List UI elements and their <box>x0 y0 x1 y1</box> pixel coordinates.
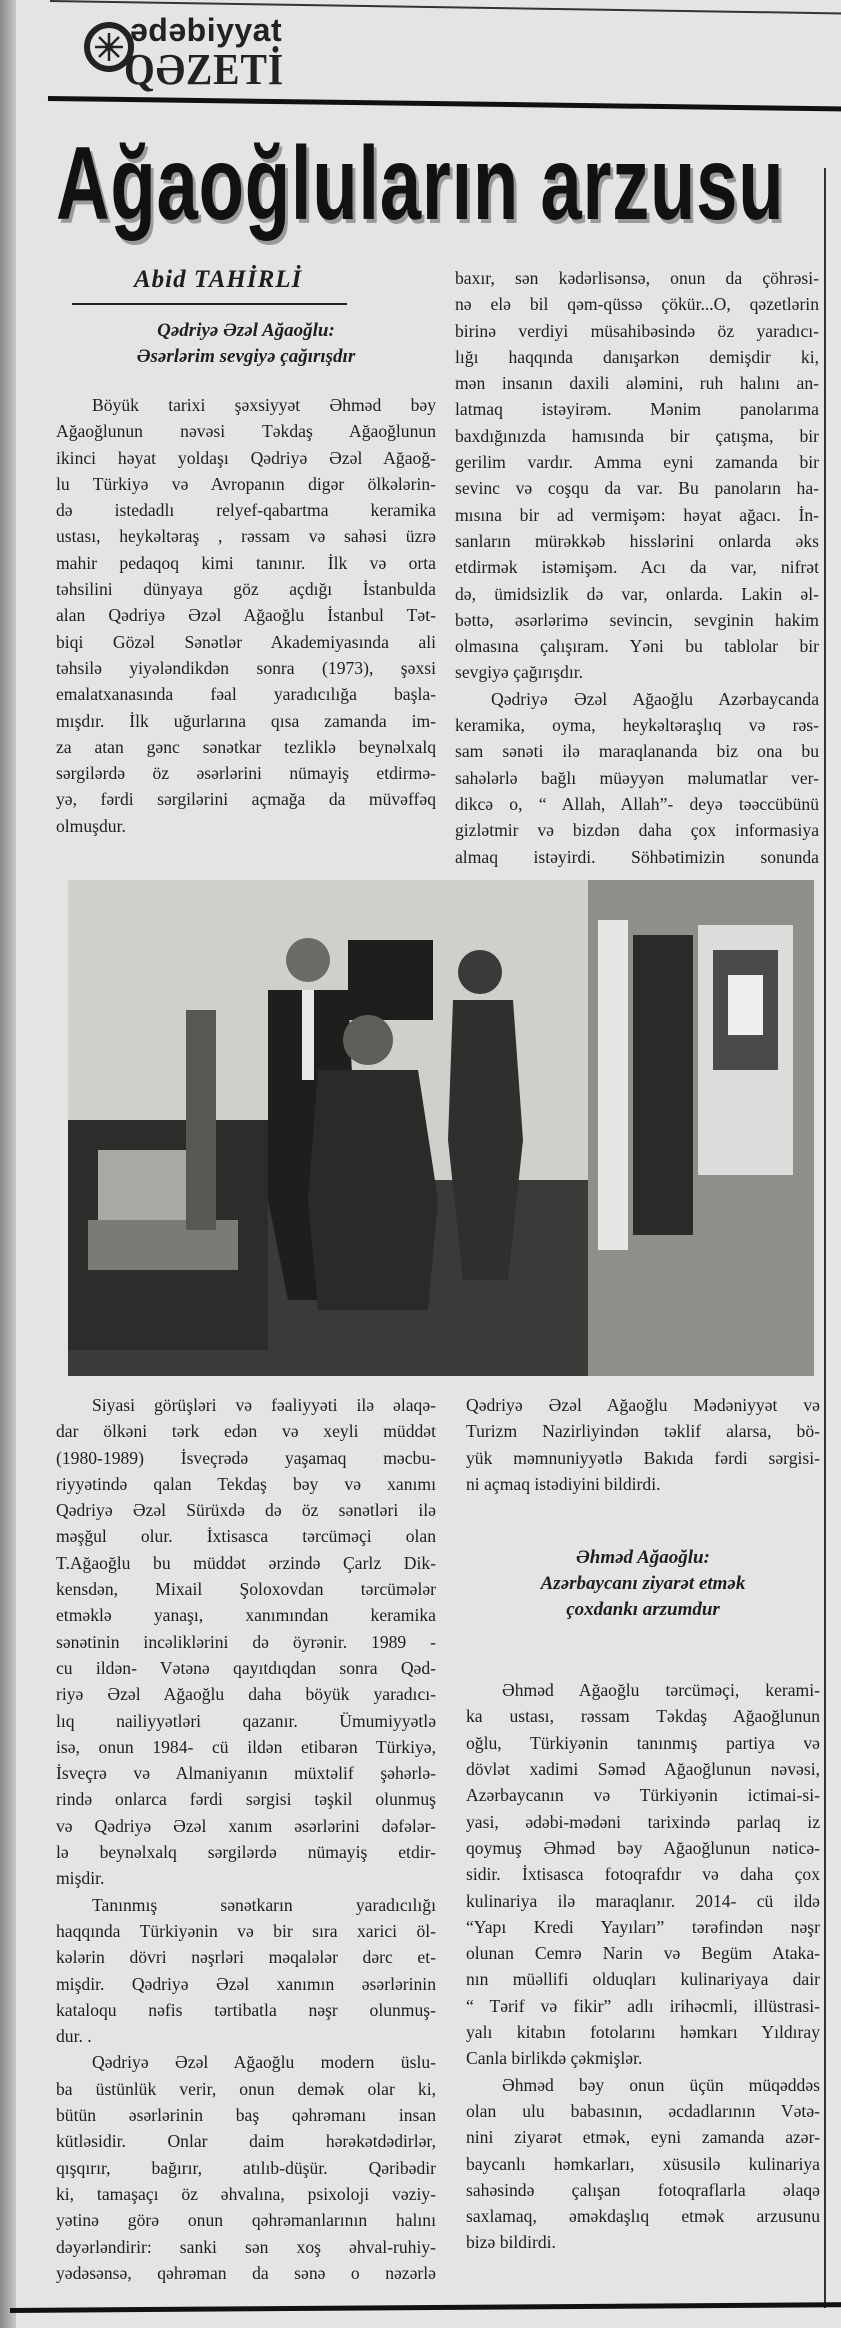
text-line: Əhməd Ağaoğlu tərcüməçi, kerami- <box>502 1680 820 1701</box>
text-line: Turizm Nazirliyindən təklif alarsa, bö- <box>466 1421 820 1442</box>
text-line: ki, tamaşaçı öz əhvalına, psixoloji vəziy- <box>56 2183 436 2204</box>
text-line: oğlu, Türkiyənin tanınmış partiya və <box>466 1732 820 1753</box>
text-line: qoymuş Əhməd bəy Ağaoğlunun nəticə- <box>466 1837 820 1858</box>
text-line: yalı kitabın fotolarını həmkarı Yıldıray <box>466 2022 820 2043</box>
text-line: kələrin dövri nəşrləri məqalələr dərc et- <box>56 1947 436 1968</box>
text-line: və Qədriyə Əzəl xanım əsərlərini dəfələr- <box>56 1815 436 1836</box>
subheading-line: Qədriyə Əzəl Ağaoğlu: <box>157 320 335 341</box>
text-line: mahir pedaqoq kimi tanınır. İlk və orta <box>56 552 436 573</box>
text-line: Qədriyə Əzəl Ağaoğlu modern üslu- <box>92 2052 436 2073</box>
text-line: də, ümidsizlik də var, onlarda. Lakin əl- <box>455 583 819 604</box>
text-line: də istedadlı relyef-qabartma keramika <box>56 500 436 521</box>
text-line: olmuşdur. <box>56 815 126 836</box>
author-byline: Abid TAHİRLİ <box>134 266 303 293</box>
subheading-line: çoxdankı arzumdur <box>566 1599 720 1621</box>
text-line: sidir. İxtisasca fotoqrafdır və daha çox <box>466 1864 820 1885</box>
text-line: baycanlı həmkarları, xüsusilə kulinariya <box>466 2153 820 2174</box>
text-line: kensdən, Mixail Şoloxovdan tərcümələr <box>56 1579 436 1600</box>
text-line: gizlətmir və bizdən daha çox informasiya <box>455 820 819 841</box>
text-line: təhsilini dünyaya göz açdığı İstanbulda <box>56 579 436 600</box>
text-line: Tanınmış sənətkarın yaradıcılığı <box>92 1894 436 1915</box>
text-line: sanların mürəkkəb hisslərini onlarda əks <box>455 530 819 551</box>
text-line: sərgilərdə öz əsərlərini nümayiş etdirmə- <box>56 763 436 784</box>
byline-rule <box>72 303 347 305</box>
text-line: olunan Cemrə Narin və Begüm Ataka- <box>466 1943 820 1964</box>
text-line: ni açmaq istədiyini bildirdi. <box>466 1473 661 1494</box>
text-line: mısına bir ad vermişəm: həyat ağacı. İn- <box>455 504 819 525</box>
text-line: keramika, oyma, heykəltəraşlıq və rəs- <box>455 715 819 736</box>
paragraph <box>56 1892 436 2050</box>
text-line: lə beynəlxalq sərgilərdə nümayiş etdir- <box>56 1842 436 1863</box>
text-line: nın müəllifi olduqları kulinariyaya dair <box>466 1969 820 1990</box>
text-line: bütün əsərlərinin baş qəhrəmanı insan <box>56 2105 436 2126</box>
text-line: yasi, ədəbi-mədəni tarixində parlaq iz <box>466 1811 820 1832</box>
text-line: baxır, sən kədərlisənsə, onun da çöhrəsi- <box>455 268 819 288</box>
subheading-line: Azərbaycanı ziyarət etmək <box>540 1573 746 1595</box>
text-line: dur. . <box>56 2026 92 2047</box>
text-line: nini ziyarət etmək, eyni zamanda azər- <box>466 2127 820 2148</box>
text-line: sevinc və coşqu da var. Bu panoların ha- <box>455 478 819 499</box>
text-line: T.Ağaoğlu bu müddət ərzində Çarlz Dik- <box>56 1552 436 1573</box>
text-line: gerilim vardır. Amma eyni zamanda bir <box>455 452 819 473</box>
spacer <box>466 1497 820 1545</box>
text-line: bizə bildirdi. <box>466 2232 556 2253</box>
text-line: ikinci həyat yoldaşı Qədriyə Əzəl Ağaoğ- <box>56 447 436 468</box>
text-line: olmasına çalışıram. Yəni bu tablolar bir <box>455 636 819 657</box>
subheading <box>466 1545 820 1623</box>
text-line: saxlamaq, əməkdaşlıq etmək arzusunu <box>466 2206 820 2227</box>
column-bottom-right <box>466 1392 820 2256</box>
newspaper-logo <box>82 12 342 92</box>
text-line: Böyük tarixi şəxsiyyət Əhməd bəy <box>92 395 436 415</box>
column-top-left <box>56 318 436 839</box>
text-line: mışdır. İlk uğurlarına qısa zamanda im- <box>56 710 436 731</box>
column-border <box>824 168 826 2308</box>
text-line: “ Tərif və fikir” adlı irihəcmli, illüstrasi- <box>466 1995 820 2016</box>
text-line: Əhməd bəy onun üçün müqəddəs <box>502 2074 820 2095</box>
paragraph <box>56 392 436 839</box>
text-line: cu ildən- Vətənə qayıtdıqdan sonra Qəd- <box>56 1657 436 1678</box>
text-line: yə, fərdi sərgilərini açmağa da müvəffəq <box>56 789 436 810</box>
text-line: Ağaoğlunun nəvəsi Təkdaş Ağaoğlunun <box>56 421 436 442</box>
text-line: riyə Əzəl Ağaoğlu daha böyük yaradıcı- <box>56 1684 436 1705</box>
logo-line-2: QƏZETİ <box>124 45 285 94</box>
text-line: riyyətində qalan Tekdaş bəy və xanımı <box>56 1473 436 1494</box>
text-line: mən insanın daxili aləmini, ruh halını an- <box>455 373 819 394</box>
logo-line-1: ədəbiyyat <box>130 12 283 48</box>
text-line: rində onlarca fərdi sərgisi təşkil olunmuş <box>56 1789 436 1810</box>
text-line: alan Qədriyə Əzəl Ağaoğlu İstanbul Tət- <box>56 605 436 626</box>
column-top-right <box>455 265 819 870</box>
text-line: (1980-1989) İsveçrədə yaşamaq məcbu- <box>56 1447 436 1468</box>
text-line: dikcə o, “ Allah, Allah”- deyə təəccübünü <box>455 793 819 814</box>
text-line: ba üstünlük verir, onun demək olar ki, <box>56 2078 436 2099</box>
text-line: “Yapı Kredi Yayıları” tərəfindən nəşr <box>466 1916 820 1937</box>
text-line: dar ölkəni tərk edən və xeyli müddət <box>56 1421 436 1442</box>
column-bottom-left <box>56 1392 436 2286</box>
paragraph <box>455 686 819 870</box>
text-line: yədəsənsə, qəhrəman da sənə o nəzərlə <box>56 2262 436 2283</box>
paragraph <box>455 265 819 686</box>
paragraph <box>466 2072 820 2256</box>
text-line: lığı haqqında danışarkən demişdir ki, <box>455 346 819 367</box>
spacer <box>56 370 436 392</box>
paragraph <box>466 1392 820 1497</box>
text-line: kulinariya ilə maraqlanır. 2014- cü ildə <box>466 1890 820 1911</box>
page-edge-shadow <box>0 0 16 2328</box>
text-line: sənətinin incəliklərini də öyrənir. 1989 - <box>56 1631 436 1652</box>
text-line: sahəsində çalışan fotoqraflarla əlaqə <box>466 2179 820 2200</box>
subheading-line: Əsərlərim sevgiyə çağırışdır <box>136 346 356 367</box>
text-line: Qədriyə Əzəl Ağaoğlu Azərbaycanda <box>491 688 819 709</box>
text-line: birinə verdiyi müsahibəsində öz yaradıcı- <box>455 320 819 341</box>
text-line: qışqırır, bağırır, atılıb-düşür. Qəribədir <box>56 2157 436 2178</box>
paragraph <box>466 1677 820 2071</box>
text-line: mişdir. <box>56 1868 105 1889</box>
text-line: Qədriyə Əzəl Ağaoğlu Mədəniyyət və <box>466 1395 820 1415</box>
text-line: dəyərləndirir: sanki sən xoş əhval-ruhiy- <box>56 2236 436 2257</box>
text-line: lıq nailiyyətləri qazanır. Ümumiyyətlə <box>56 1710 436 1731</box>
text-line: biqi Gözəl Sənətlər Akademiyasında ali <box>56 631 436 652</box>
subheading <box>56 318 436 370</box>
article-title: Ağaoğluların arzusu <box>56 126 785 242</box>
text-line: ka ustası, rəssam Təkdaş Ağaoğlunun <box>466 1706 820 1727</box>
text-line: etdirmək istəmişəm. Acı da var, nifrət <box>455 557 819 578</box>
article-photo <box>68 880 814 1376</box>
text-line: İsveçrə və Almaniyanın müxtəlif şəhərlə- <box>56 1763 436 1784</box>
text-line: dövlət xadimi Səməd Ağaoğlunun nəvəsi, <box>466 1759 820 1780</box>
text-line: Canla birlikdə çəkmişlər. <box>466 2048 643 2069</box>
text-line: latmaq istəyirəm. Mənim panolarıma <box>455 399 819 420</box>
paragraph <box>56 1392 436 1892</box>
text-line: Azərbaycanın və Türkiyənin ictimai-si- <box>466 1785 820 1806</box>
text-line: Siyasi görüşləri və fəaliyyəti ilə əlaqə- <box>92 1395 436 1415</box>
text-line: yük məmnuniyyətlə Bakıda fərdi sərgisi- <box>466 1447 820 1468</box>
text-line: kütləsidir. Onlar daim hərəkətdədirlər, <box>56 2131 436 2152</box>
text-line: isə, onun 1984- cü ildən etibarən Türkiyə, <box>56 1736 436 1757</box>
text-line: lu Türkiyə və Avropanın digər ölkələrin- <box>56 473 436 494</box>
text-line: bəttə, əsərlərimə sevincin, sevginin hakim <box>455 609 819 630</box>
text-line: sahələrlə bağlı müəyyən məlumatlar ver- <box>455 767 819 788</box>
spacer <box>466 1623 820 1677</box>
text-line: almaq istəyirdi. Söhbətimizin sonunda <box>455 846 819 867</box>
text-line: olan ulu babasının, əcdadlarının Vətə- <box>466 2100 820 2121</box>
paragraph <box>56 2049 436 2286</box>
text-line: ustası, heykəltəraş , rəssam və sahəsi üzrə <box>56 526 436 547</box>
text-line: təhsilə yiyələndikdən sonra (1973), şəxsi <box>56 657 436 678</box>
masthead-rule <box>48 96 841 111</box>
text-line: emalatxanasında fəal yaradıcılığa başla- <box>56 684 436 705</box>
text-line: haqqında Türkiyənin və bir sıra xarici öl- <box>56 1920 436 1941</box>
text-line: kataloqu nəfis tərtibatla nəşr olunmuş- <box>56 1999 436 2020</box>
text-line: baxdığınızda hamısında bir çatışma, bir <box>455 425 819 446</box>
subheading-line: Əhməd Ağaoğlu: <box>576 1547 710 1569</box>
bottom-rule <box>10 2302 841 2313</box>
text-line: nə elə bil qəm-qüssə çökür...O, qəzetlərin <box>455 294 819 315</box>
text-line: məşğul olur. İxtisasca tərcüməçi olan <box>56 1526 436 1547</box>
text-line: mişdir. Qədriyə Əzəl xanımın əsərlərinin <box>56 1973 436 1994</box>
text-line: yətinə görə onun qəhrəmanlarının halını <box>56 2210 436 2231</box>
text-line: sam sənəti ilə maraqlananda biz ona bu <box>455 741 819 762</box>
text-line: sevgiyə çağırışdır. <box>455 662 584 683</box>
text-line: etməklə yanaşı, xanımından keramika <box>56 1605 436 1626</box>
text-line: za atan gənc sənətkar tezliklə beynəlxalq <box>56 736 436 757</box>
text-line: Qədriyə Əzəl Sürüxdə də öz sənətləri ilə <box>56 1500 436 1521</box>
